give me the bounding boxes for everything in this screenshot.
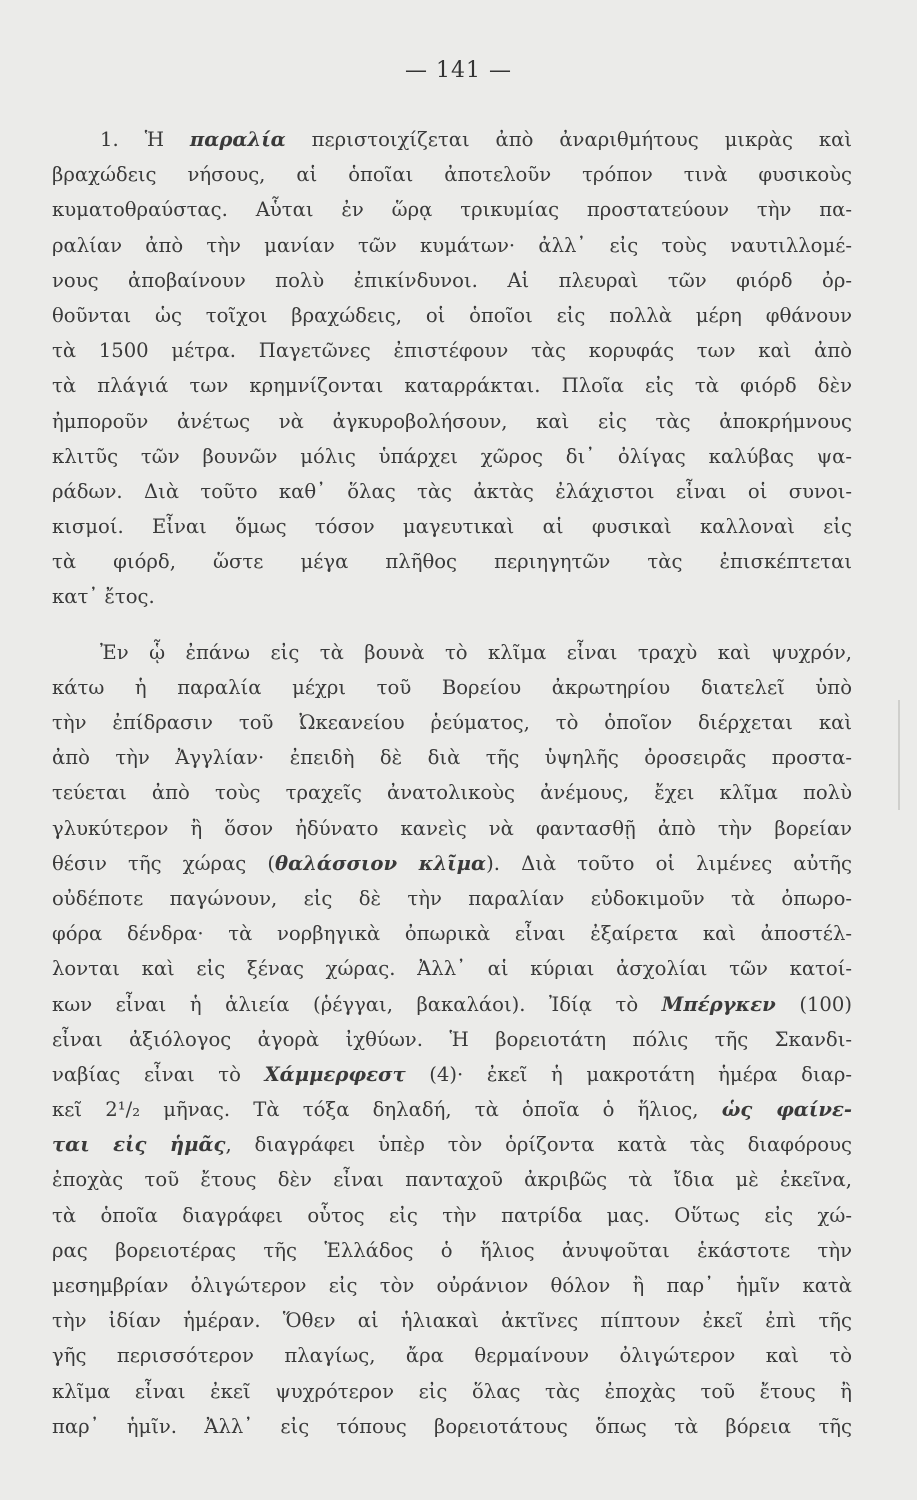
text-line [52,670,852,705]
text-line [52,1127,852,1162]
text-line [52,705,852,740]
text-run: (100) [775,992,853,1016]
text-run: γλυκύτερον ἢ ὅσον ἠδύνατο κανεὶς νὰ φαντασθῇ ἀπὸ τὴν βορείαν [52,816,852,840]
text-run: ρας βορειοτέρας τῆς Ἑλλάδος ὁ ἥλιος ἀνυψοῦται ἑκάστοτε τὴν [52,1238,852,1262]
text-line [52,916,852,951]
text-line [52,404,852,439]
text-run: τὰ 1500 μέτρα. Παγετῶνες ἐπιστέφουν τὰς κορυφάς των καὶ ἀπὸ [52,339,852,363]
text-run: θοῦνται ὡς τοῖχοι βραχώδεις, οἱ ὁποῖοι εἰς πολλὰ μέρη φθάνουν [52,303,852,327]
text-run: ναβίας εἶναι τὸ [52,1062,265,1086]
text-line [52,846,852,881]
text-line [52,122,852,157]
text-line [52,1022,852,1057]
emphasized-text: Χάμμερφεστ [264,1062,406,1086]
emphasized-text: Μπέργκεν [661,992,776,1016]
text-run: κλιτῦς τῶν βουνῶν μόλις ὑπάρχει χῶρος δι᾽ ὀλίγας καλύβας ψα- [52,444,852,468]
text-run: τὰ φιόρδ, ὥστε μέγα πλῆθος περιηγητῶν τὰς ἐπισκέπτεται [52,550,852,574]
text-run: κισμοί. Εἶναι ὅμως τόσον μαγευτικαὶ αἱ φυσικαὶ καλλοναὶ εἰς [52,515,852,539]
text-run: τεύεται ἀπὸ τοὺς τραχεῖς ἀνατολικοὺς ἀνέμους, ἔχει κλῖμα πολὺ [52,781,852,805]
text-run: οὐδέποτε παγώνουν, εἰς δὲ τὴν παραλίαν εὐδοκιμοῦν τὰ ὀπωρο- [52,886,852,910]
text-run: θέσιν τῆς χώρας ( [52,851,276,875]
text-line [52,1092,852,1127]
text-line [52,740,852,775]
text-line [52,881,852,916]
text-run: γῆς περισσότερον πλαγίως, ἄρα θερμαίνουν ὀλιγώτερον καὶ τὸ [52,1344,852,1368]
text-run: κάτω ἡ παραλία μέχρι τοῦ Βορείου ἀκρωτηρίου διατελεῖ ὑπὸ [52,675,852,699]
text-run: τὰ ὁποῖα διαγράφει οὗτος εἰς τὴν πατρίδα μας. Οὕτως εἰς χώ- [52,1203,852,1227]
text-run: κων εἶναι ἡ ἁλιεία (ῥέγγαι, βακαλάοι). Ἰδίᾳ τὸ [52,992,662,1016]
text-run: κυματοθραύστας. Αὗται ἐν ὥρᾳ τρικυμίας προστατεύουν τὴν πα- [52,198,852,222]
text-line [52,811,852,846]
text-run: (4)· ἐκεῖ ἡ μακροτάτη ἡμέρα διαρ- [405,1062,852,1086]
text-line [52,987,852,1022]
text-run: ραλίαν ἀπὸ τὴν μανίαν τῶν κυμάτων· ἀλλ᾽ εἰς τοὺς ναυτιλλομέ- [52,233,852,257]
emphasized-text: ὡς φαίνε- [721,1098,852,1122]
text-line [52,1233,852,1268]
text-line [52,1303,852,1338]
text-run: , διαγράφει ὑπὲρ τὸν ὁρίζοντα κατὰ τὰς διαφόρους [225,1133,852,1157]
text-run: κατ᾽ ἔτος. [52,585,155,609]
text-run: ). Διὰ τοῦτο οἱ λιμένες αὐτῆς [486,851,852,875]
text-run: τὴν ἐπίδρασιν τοῦ Ὠκεανείου ῥεύματος, τὸ ὁποῖον διέρχεται καὶ [52,711,852,734]
emphasized-text: θαλάσσιον κλῖμα [275,851,487,875]
paragraph-gap [52,615,852,635]
text-run: ἐποχὰς τοῦ ἔτους δὲν εἶναι πανταχοῦ ἀκριβῶς τὰ ἴδια μὲ ἐκεῖνα, [52,1168,852,1192]
text-line [52,1338,852,1373]
text-run: κλῖμα εἶναι ἐκεῖ ψυχρότερον εἰς ὅλας τὰς ἐποχὰς τοῦ ἔτους ἢ [52,1379,852,1403]
text-line [52,263,852,298]
text-line [52,1409,852,1444]
text-line [52,368,852,403]
text-run: λονται καὶ εἰς ξένας χώρας. Ἀλλ᾽ αἱ κύριαι ἀσχολίαι τῶν κατοί- [52,957,852,981]
text-line [52,474,852,509]
text-line [52,1198,852,1233]
page-number: — 141 — [405,58,512,83]
emphasized-text: παραλία [189,128,286,151]
text-run: παρ᾽ ἡμῖν. Ἀλλ᾽ εἰς τόπους βορειοτάτους ὅπως τὰ βόρεια τῆς [52,1414,852,1438]
text-line [52,192,852,227]
body-text [52,122,852,1444]
text-line [52,1374,852,1409]
text-run: ἀπὸ τὴν Ἀγγλίαν· ἐπειδὴ δὲ διὰ τῆς ὑψηλῆς ὀροσειρᾶς προστα- [52,746,852,770]
text-line [52,1268,852,1303]
text-line [52,1162,852,1197]
text-run: περιστοιχίζεται ἀπὸ ἀναριθμήτους μικρὰς καὶ [285,128,853,151]
text-run: 1. Ἡ [100,128,190,151]
text-line [52,333,852,368]
text-line [52,579,852,614]
text-run: νους ἀποβαίνουν πολὺ ἐπικίνδυνοι. Αἱ πλευραὶ τῶν φιόρδ ὀρ- [52,268,852,292]
text-run: εἶναι ἀξιόλογος ἀγορὰ ἰχθύων. Ἡ βορειοτάτη πόλις τῆς Σκανδι- [52,1027,852,1051]
text-line [52,157,852,192]
text-line [52,635,852,670]
text-run: ἠμποροῦν ἀνέτως νὰ ἀγκυροβολήσουν, καὶ εἰς τὰς ἀποκρήμνους [52,409,852,433]
text-run: τὴν ἰδίαν ἡμέραν. Ὅθεν αἱ ἡλιακαὶ ἀκτῖνες πίπτουν ἐκεῖ ἐπὶ τῆς [52,1309,852,1333]
paragraph-1 [52,122,852,615]
paragraph-2 [52,635,852,1444]
text-run: Ἐν ᾧ ἐπάνω εἰς τὰ βουνὰ τὸ κλῖμα εἶναι τραχὺ καὶ ψυχρόν, [100,640,852,664]
text-run: φόρα δένδρα· τὰ νορβηγικὰ ὀπωρικὰ εἶναι ἐξαίρετα καὶ ἀποστέλ- [52,922,852,946]
text-line [52,228,852,263]
text-run: βραχώδεις νήσους, αἱ ὁποῖαι ἀποτελοῦν τρόπον τινὰ φυσικοὺς [52,163,852,187]
text-line [52,951,852,986]
text-line [52,298,852,333]
text-line [52,544,852,579]
text-run: κεῖ 2¹/₂ μῆνας. Τὰ τόξα δηλαδή, τὰ ὁποῖα ὁ ἥλιος, [52,1098,722,1122]
text-line [52,775,852,810]
text-line [52,439,852,474]
text-run: μεσημβρίαν ὀλιγώτερον εἰς τὸν οὐράνιον θόλον ἢ παρ᾽ ἡμῖν κατὰ [52,1274,852,1297]
text-run: ράδων. Διὰ τοῦτο καθ᾽ ὅλας τὰς ἀκτὰς ἐλάχιστοι εἶναι οἱ συνοι- [52,479,852,503]
text-line [52,1057,852,1092]
text-line [52,509,852,544]
emphasized-text: ται εἰς ἡμᾶς [52,1133,226,1157]
text-run: τὰ πλάγιά των κρημνίζονται καταρράκται. Πλοῖα εἰς τὰ φιόρδ δὲν [52,374,852,398]
page-edge-mark [898,700,900,810]
